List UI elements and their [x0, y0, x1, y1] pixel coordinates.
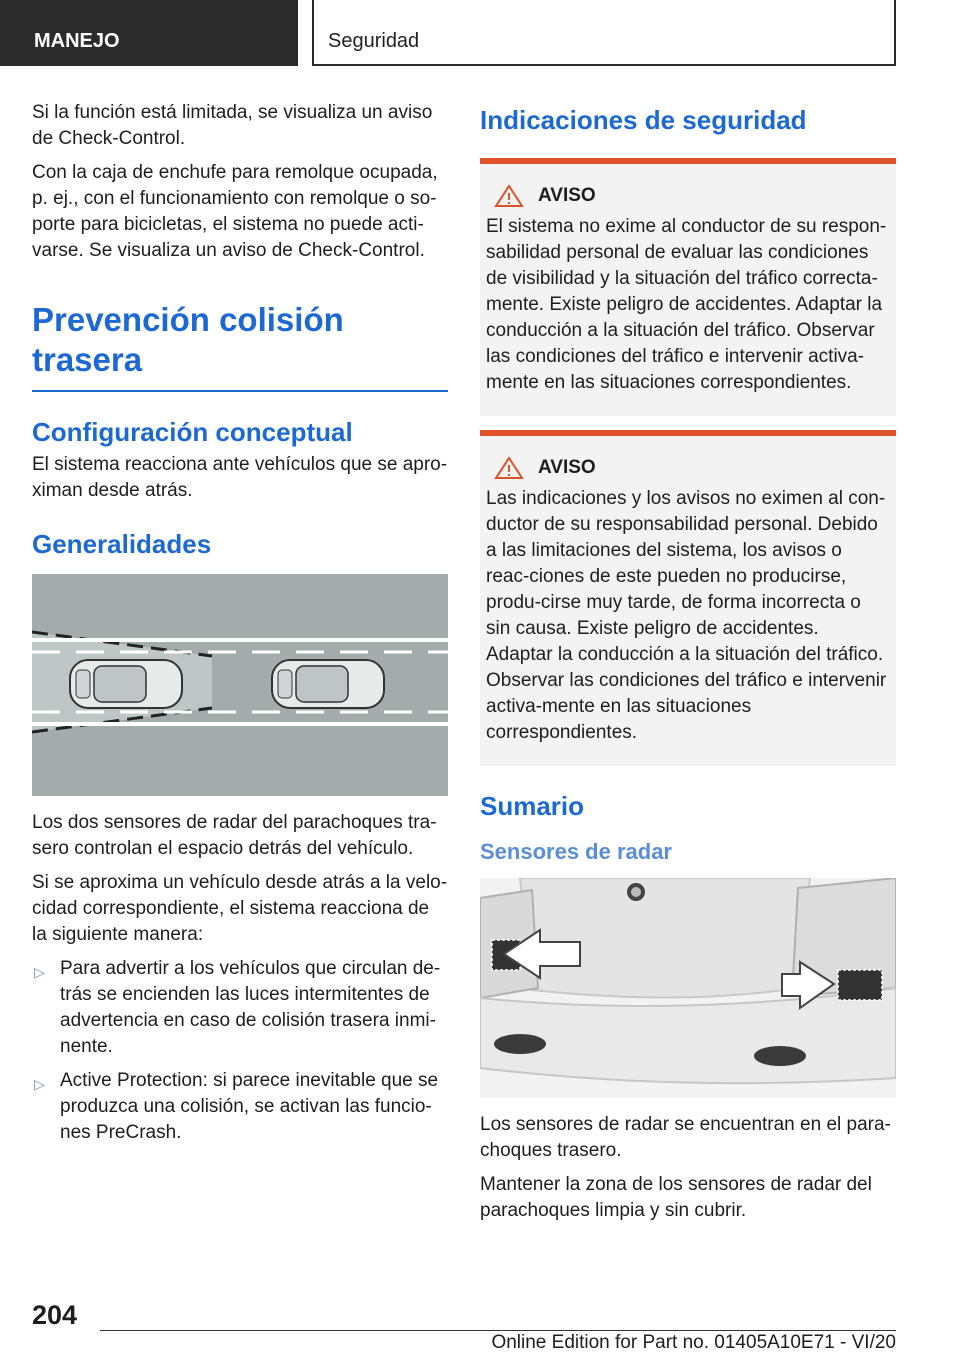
warning-text: El sistema no exime al conductor de su respon-sabilidad personal de evaluar las condiciones de visibilidad y la situación del tráfico correcta-mente. Existe peligro de accidentes. Adaptar la conducción a la situación del tráfico. Observar las condiciones del tráfico e intervenir activa-mente en las situaciones correspondientes.: [486, 216, 887, 393]
page-title: Prevención colisión trasera: [32, 301, 344, 378]
sensors-paragraph-2: Mantener la zona de los sensores de radar del parachoques limpia y sin cubrir.: [480, 1174, 872, 1221]
edition-info: Online Edition for Part no. 01405A10E71 - VI/20: [491, 1332, 896, 1353]
left-column: [32, 100, 448, 1154]
intro-paragraph-1: Si la función está limitada, se visualiza un aviso de Check-Control.: [32, 102, 433, 149]
concept-text: El sistema reacciona ante vehículos que se apro-ximan desde atrás.: [32, 454, 448, 501]
list-item-text: Para advertir a los vehículos que circulan de-trás se encienden las luces intermitentes de advertencia en caso de colisión trasera inmi-nente.: [60, 958, 441, 1057]
summary-heading: Sumario: [480, 791, 585, 821]
warning-box-1: [480, 158, 896, 416]
warning-triangle-icon: [494, 184, 524, 208]
general-heading: Generalidades: [32, 529, 212, 559]
list-item: [32, 956, 448, 1060]
intro-paragraph-2: Con la caja de enchufe para remolque ocupada, p. ej., con el funcionamiento con remolque o so-porte para bicicletas, el sistema no puede acti-varse. Se visualiza un aviso de Check-Control.: [32, 162, 438, 261]
list-item-text: Active Protection: si parece inevitable que se produzca una colisión, se activan las funcio-nes PreCrash.: [60, 1070, 439, 1143]
car-front-icon: [272, 660, 384, 708]
warning-label: AVISO: [538, 457, 596, 478]
safety-heading: Indicaciones de seguridad: [480, 105, 807, 135]
chapter-tab: MANEJO: [0, 0, 298, 66]
list-item: [32, 1068, 448, 1146]
triangle-bullet-icon: ▷: [34, 964, 45, 980]
rear-collision-diagram: [32, 574, 448, 796]
right-column: [480, 100, 896, 1232]
warning-text: Las indicaciones y los avisos no eximen al con-ductor de su responsabilidad personal. Debido a las limitaciones del sistema, los avisos o reac-ciones de este pueden no producirse, produ-cirse muy tarde, de forma incorrecta o sin causa. Existe peligro de accidentes. Adaptar la conducción a la situación del tráfico. Observar las condiciones del tráfico e intervenir activa-mente en las situaciones correspondientes.: [486, 488, 887, 743]
triangle-bullet-icon: ▷: [34, 1076, 45, 1092]
sensors-heading: Sensores de radar: [480, 839, 672, 864]
warning-triangle-icon: [494, 456, 524, 480]
warning-box-2: [480, 430, 896, 766]
concept-heading: Configuración conceptual: [32, 417, 353, 447]
general-paragraph-1: Los dos sensores de radar del parachoques tra-sero controlan el espacio detrás del vehículo.: [32, 812, 437, 859]
footer-divider: [100, 1330, 896, 1331]
sensors-paragraph-1: Los sensores de radar se encuentran en el para-choques trasero.: [480, 1114, 891, 1161]
page-number: 204: [32, 1300, 78, 1330]
general-paragraph-2: Si se aproxima un vehículo desde atrás a la velo-cidad correspondiente, el sistema reacciona de la siguiente manera:: [32, 872, 448, 945]
section-title: Seguridad: [312, 0, 896, 66]
car-rear-icon: [70, 660, 182, 708]
warning-label: AVISO: [538, 185, 596, 206]
radar-sensor-image: [480, 878, 896, 1098]
